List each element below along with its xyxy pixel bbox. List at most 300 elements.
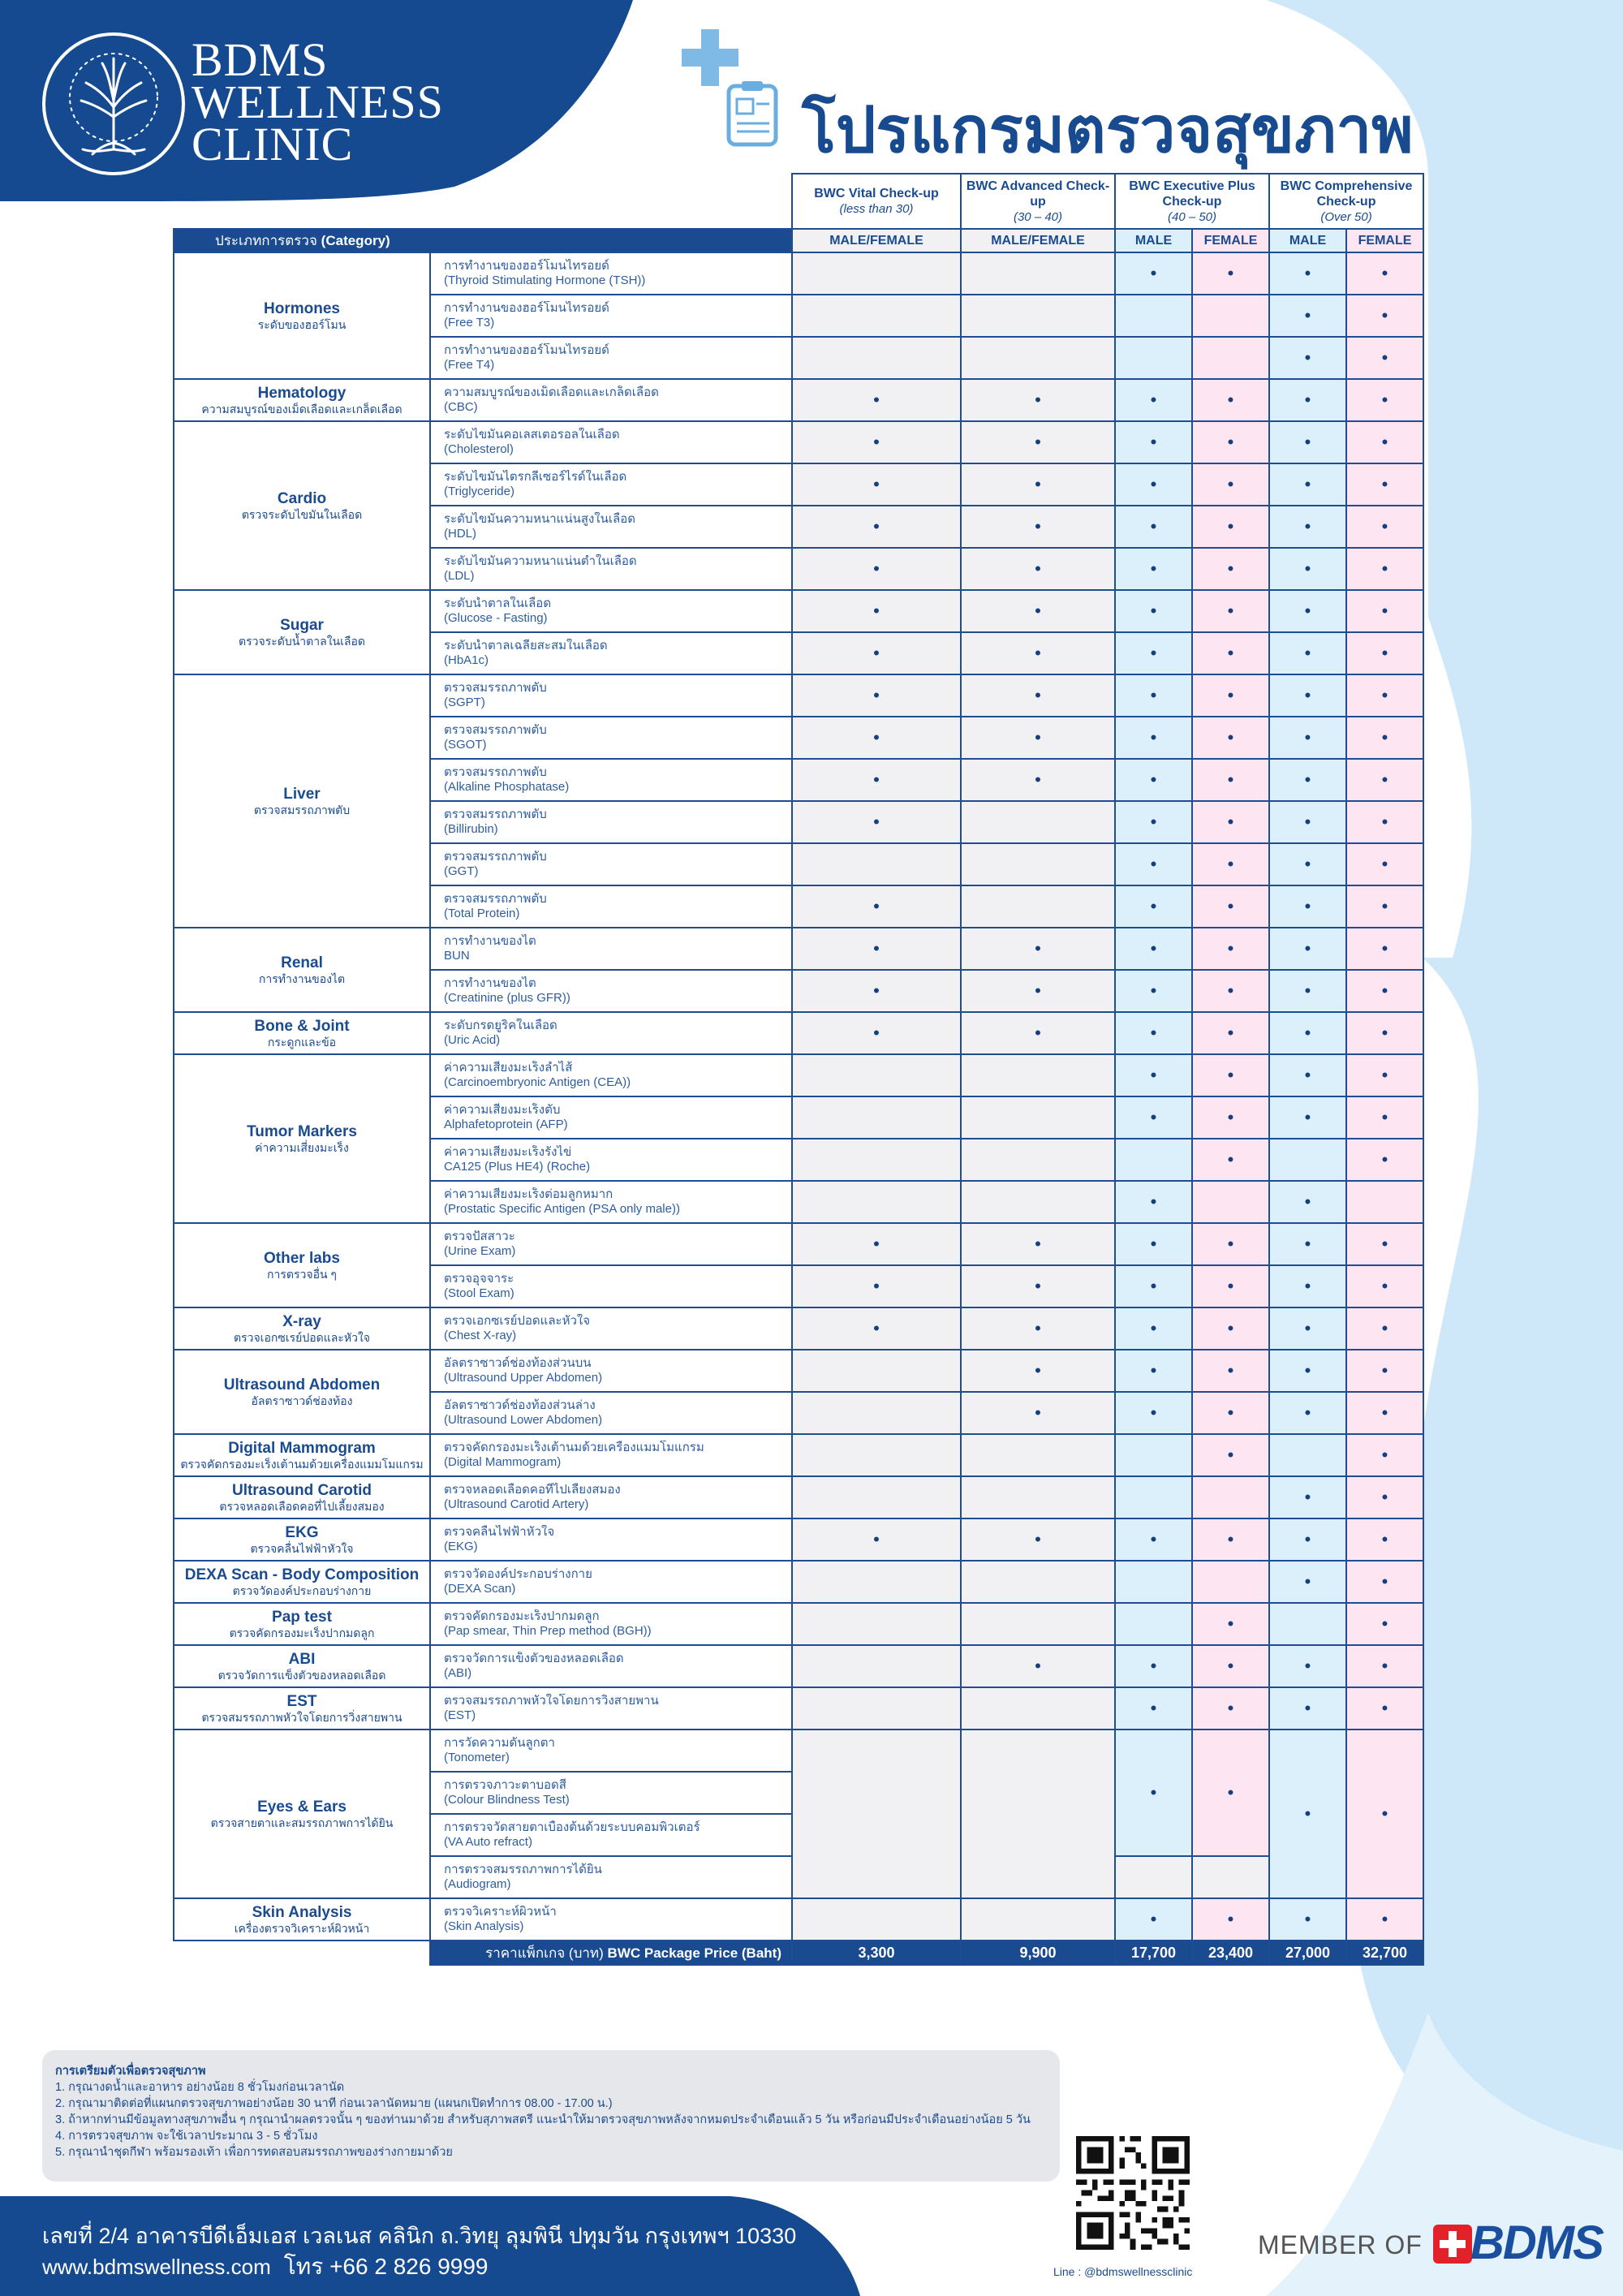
not-included-cell — [1192, 1561, 1269, 1603]
included-dot: • — [1346, 295, 1423, 337]
test-name-cell — [430, 1730, 792, 1772]
included-dot: • — [961, 1392, 1115, 1434]
test-name-english: (GGT) — [444, 864, 479, 878]
test-name-english: (EST) — [444, 1708, 476, 1722]
test-name-cell — [430, 1223, 792, 1265]
gender-header: FEMALE — [1346, 229, 1423, 252]
included-dot: • — [1192, 1730, 1269, 1856]
included-dot: • — [1269, 1561, 1346, 1603]
included-dot: • — [1346, 1012, 1423, 1054]
test-name-thai: ตรวจคัดกรองมะเร็งเต้านมด้วยเครื่องแมมโมแกรม — [444, 1441, 704, 1454]
test-row — [174, 379, 1423, 421]
note-item: 3. ถ้าหากท่านมีข้อมูลทางสุขภาพอื่น ๆ กรุณานำผลตรวจนั้น ๆ ของท่านมาด้วย สำหรับสุภาพสตรี แนะนำให้มาตรวจสุขภาพหลังจากหมดประจำเดือนแล้ว 5 วัน หรือก่อนมีประจำเดือนอย่างน้อย 5 วัน — [55, 2113, 1031, 2126]
category-name: Pap test — [272, 1608, 332, 1626]
test-name-cell — [430, 759, 792, 801]
included-dot: • — [792, 1307, 961, 1350]
category-cell — [174, 1012, 430, 1054]
included-dot: • — [1192, 379, 1269, 421]
included-dot: • — [1346, 1054, 1423, 1096]
test-row — [174, 674, 1423, 717]
gender-header: MALE — [1115, 229, 1192, 252]
included-dot: • — [1346, 1223, 1423, 1265]
test-name-thai: ระดับไขมันความหนาแน่นสูงในเลือด — [444, 512, 635, 526]
included-dot: • — [961, 674, 1115, 717]
not-included-cell — [961, 1476, 1115, 1518]
included-dot: • — [1269, 1054, 1346, 1096]
category-subtitle: ตรวจเอกซเรย์ปอดและหัวใจ — [234, 1330, 370, 1344]
not-included-cell — [961, 885, 1115, 928]
included-dot: • — [1115, 1096, 1192, 1139]
included-dot: • — [792, 1223, 961, 1265]
included-dot: • — [1346, 717, 1423, 759]
not-included-cell — [792, 1603, 961, 1645]
not-included-cell — [1192, 1181, 1269, 1223]
category-cell — [174, 379, 430, 421]
included-dot: • — [1115, 1350, 1192, 1392]
not-included-cell — [1269, 1434, 1346, 1476]
not-included-cell — [1115, 1476, 1192, 1518]
included-dot: • — [1346, 463, 1423, 506]
member-of-label: MEMBER OF — [1258, 2230, 1423, 2259]
included-dot: • — [1346, 674, 1423, 717]
category-cell — [174, 1434, 430, 1476]
test-name-thai: ระดับน้ำตาลในเลือด — [444, 597, 552, 610]
category-cell — [174, 1476, 430, 1518]
included-dot: • — [1346, 1645, 1423, 1687]
included-dot: • — [1192, 759, 1269, 801]
category-name: Renal — [281, 954, 323, 971]
test-row — [174, 928, 1423, 970]
included-dot: • — [1192, 1603, 1269, 1645]
price-value: 32,700 — [1346, 1941, 1423, 1965]
price-label: ราคาแพ็กเกจ (บาท) BWC Package Price (Baht) — [430, 1941, 792, 1965]
included-dot: • — [792, 928, 961, 970]
category-subtitle: ตรวจคัดกรองมะเร็งปากมดลูก — [229, 1626, 375, 1639]
included-dot: • — [1115, 252, 1192, 295]
category-subtitle: อัลตราซาวด์ช่องท้อง — [251, 1394, 353, 1407]
not-included-cell — [792, 1687, 961, 1730]
gender-header: MALE/FEMALE — [792, 229, 961, 252]
included-dot: • — [1346, 1561, 1423, 1603]
not-included-cell — [792, 1096, 961, 1139]
included-dot: • — [1269, 632, 1346, 674]
not-included-cell — [1115, 1139, 1192, 1181]
test-name-thai: ค่าความเสี่ยงมะเร็งตับ — [444, 1103, 561, 1117]
test-name-cell — [430, 1350, 792, 1392]
included-dot: • — [1346, 421, 1423, 463]
test-name-cell — [430, 1096, 792, 1139]
price-value: 27,000 — [1269, 1941, 1346, 1965]
not-included-cell — [1115, 1856, 1192, 1898]
included-dot: • — [1115, 1307, 1192, 1350]
bdms-wellness-logo — [42, 32, 464, 179]
not-included-cell — [792, 1561, 961, 1603]
test-name-thai: ตรวจสมรรถภาพตับ — [444, 765, 547, 779]
included-dot: • — [1115, 463, 1192, 506]
test-name-english: (Audiogram) — [444, 1877, 511, 1891]
included-dot: • — [1115, 1054, 1192, 1096]
included-dot: • — [792, 1012, 961, 1054]
test-name-cell — [430, 463, 792, 506]
test-name-cell — [430, 1265, 792, 1307]
not-included-cell — [792, 1392, 961, 1434]
included-dot: • — [1192, 463, 1269, 506]
test-name-english: (Cholesterol) — [444, 442, 514, 456]
category-subtitle: การตรวจอื่น ๆ — [267, 1267, 337, 1281]
included-dot: • — [1346, 1518, 1423, 1561]
included-dot: • — [1269, 1181, 1346, 1223]
gender-header: FEMALE — [1192, 229, 1269, 252]
included-dot: • — [792, 463, 961, 506]
included-dot: • — [961, 421, 1115, 463]
included-dot: • — [1269, 1265, 1346, 1307]
test-row — [174, 1012, 1423, 1054]
not-included-cell — [1269, 1139, 1346, 1181]
included-dot: • — [1269, 252, 1346, 295]
included-dot: • — [1115, 1392, 1192, 1434]
category-name: Eyes & Ears — [257, 1798, 347, 1816]
category-name: Ultrasound Carotid — [231, 1481, 372, 1499]
category-subtitle: ตรวจระดับไขมันในเลือด — [241, 507, 363, 521]
included-dot: • — [1192, 1645, 1269, 1687]
not-included-cell — [792, 1476, 961, 1518]
included-dot: • — [961, 1518, 1115, 1561]
category-cell — [174, 1898, 430, 1941]
category-name: Digital Mammogram — [228, 1439, 376, 1457]
price-value: 17,700 — [1115, 1941, 1192, 1965]
not-included-cell — [961, 1054, 1115, 1096]
included-dot: • — [1192, 1054, 1269, 1096]
test-name-english: (Tonometer) — [444, 1751, 510, 1764]
category-name: Ultrasound Abdomen — [223, 1376, 381, 1394]
not-included-cell — [1192, 1856, 1269, 1898]
included-dot: • — [1269, 1645, 1346, 1687]
test-name-english: (ABI) — [444, 1666, 472, 1680]
test-name-cell — [430, 1687, 792, 1730]
included-dot: • — [1192, 1518, 1269, 1561]
test-name-english: (Stool Exam) — [444, 1286, 514, 1300]
not-included-cell — [1115, 337, 1192, 379]
included-dot: • — [1346, 590, 1423, 632]
test-name-thai: ความสมบูรณ์ของเม็ดเลือดและเกล็ดเลือด — [444, 386, 659, 399]
test-row — [174, 252, 1423, 295]
included-dot: • — [961, 632, 1115, 674]
included-dot: • — [1192, 970, 1269, 1012]
test-name-thai: ระดับกรดยูริคในเลือด — [444, 1019, 558, 1032]
test-name-english: (HDL) — [444, 527, 476, 541]
category-cell — [174, 1223, 430, 1307]
test-name-thai: ตรวจวัดองค์ประกอบร่างกาย — [444, 1567, 592, 1581]
category-cell — [174, 1603, 430, 1645]
included-dot: • — [792, 632, 961, 674]
included-dot: • — [792, 717, 961, 759]
included-dot: • — [1192, 421, 1269, 463]
included-dot: • — [1115, 928, 1192, 970]
category-name: Tumor Markers — [247, 1122, 357, 1140]
not-included-cell — [961, 295, 1115, 337]
test-name-cell — [430, 1518, 792, 1561]
test-name-cell — [430, 1476, 792, 1518]
test-name-cell — [430, 1012, 792, 1054]
line-qr-code[interactable] — [1076, 2136, 1190, 2250]
not-included-cell — [792, 1898, 961, 1941]
included-dot: • — [1269, 1223, 1346, 1265]
included-dot: • — [1192, 590, 1269, 632]
test-name-cell — [430, 421, 792, 463]
included-dot: • — [961, 717, 1115, 759]
test-name-thai: การทำงานของฮอร์โมนไทรอยด์ — [444, 343, 609, 357]
tree-logo-icon — [42, 32, 185, 175]
included-dot: • — [1346, 1730, 1423, 1898]
test-name-english: (LDL) — [444, 569, 475, 583]
test-name-thai: ค่าความเสี่ยงมะเร็งรังไข่ — [444, 1145, 572, 1159]
not-included-cell — [1346, 1181, 1423, 1223]
test-name-thai: อัลตราซาวด์ช่องท้องส่วนบน — [444, 1356, 592, 1370]
included-dot: • — [1115, 843, 1192, 885]
included-dot: • — [961, 1307, 1115, 1350]
package-advanced: BWC Advanced Check-up (30 – 40) — [961, 174, 1115, 229]
included-dot: • — [1269, 674, 1346, 717]
category-cell — [174, 1687, 430, 1730]
not-included-cell — [792, 295, 961, 337]
included-dot: • — [1115, 548, 1192, 590]
included-dot: • — [1192, 1223, 1269, 1265]
included-dot: • — [1192, 632, 1269, 674]
category-cell — [174, 674, 430, 928]
price-value: 3,300 — [792, 1941, 961, 1965]
included-dot: • — [792, 801, 961, 843]
test-name-cell — [430, 1561, 792, 1603]
test-name-thai: ระดับไขมันคอเลสเตอรอลในเลือด — [444, 428, 620, 442]
included-dot: • — [961, 548, 1115, 590]
included-dot: • — [1269, 548, 1346, 590]
included-dot: • — [1115, 421, 1192, 463]
included-dot: • — [1269, 1898, 1346, 1941]
test-row — [174, 1561, 1423, 1603]
test-name-thai: ตรวจสมรรถภาพตับ — [444, 808, 547, 821]
category-name: EKG — [285, 1523, 319, 1541]
test-name-english: (Thyroid Stimulating Hormone (TSH)) — [444, 274, 646, 287]
not-included-cell — [1115, 1561, 1192, 1603]
included-dot: • — [1115, 590, 1192, 632]
included-dot: • — [1346, 379, 1423, 421]
category-name: Hormones — [264, 299, 340, 317]
included-dot: • — [1346, 548, 1423, 590]
included-dot: • — [1192, 1265, 1269, 1307]
included-dot: • — [1269, 463, 1346, 506]
note-item: 5. กรุณานำชุดกีฬา พร้อมรองเท้า เพื่อการทดสอบสมรรถภาพของร่างกายมาด้วย — [55, 2146, 453, 2159]
included-dot: • — [1346, 928, 1423, 970]
included-dot: • — [1269, 337, 1346, 379]
test-row — [174, 1476, 1423, 1518]
test-name-cell — [430, 928, 792, 970]
not-included-cell — [1192, 1476, 1269, 1518]
test-name-thai: ระดับไขมันความหนาแน่นต่ำในเลือด — [444, 554, 637, 568]
not-included-cell — [1269, 1603, 1346, 1645]
gender-header: MALE — [1269, 229, 1346, 252]
test-name-thai: ตรวจปัสสาวะ — [444, 1230, 515, 1243]
test-name-english: (Carcinoembryonic Antigen (CEA)) — [444, 1075, 631, 1089]
included-dot: • — [1346, 1350, 1423, 1392]
included-dot: • — [961, 928, 1115, 970]
included-dot: • — [1269, 885, 1346, 928]
included-dot: • — [1269, 759, 1346, 801]
not-included-cell — [1115, 295, 1192, 337]
included-dot: • — [1192, 1898, 1269, 1941]
test-row — [174, 1223, 1423, 1265]
gender-header-row — [174, 229, 1423, 252]
test-name-english: (Pap smear, Thin Prep method (BGH)) — [444, 1624, 652, 1638]
test-name-cell — [430, 590, 792, 632]
included-dot: • — [792, 970, 961, 1012]
included-dot: • — [1192, 252, 1269, 295]
not-included-cell — [792, 1139, 961, 1181]
included-dot: • — [961, 379, 1115, 421]
category-subtitle: ตรวจวัดองค์ประกอบร่างกาย — [232, 1583, 372, 1597]
included-dot: • — [792, 421, 961, 463]
test-row — [174, 1350, 1423, 1392]
included-dot: • — [1346, 1603, 1423, 1645]
not-included-cell — [961, 1139, 1115, 1181]
package-header-row — [174, 174, 1423, 229]
test-row — [174, 1518, 1423, 1561]
included-dot: • — [1346, 1096, 1423, 1139]
test-name-cell — [430, 1181, 792, 1223]
included-dot: • — [1269, 506, 1346, 548]
not-included-cell — [792, 1645, 961, 1687]
included-dot: • — [1115, 1265, 1192, 1307]
category-subtitle: การทำงานของไต — [258, 971, 346, 985]
included-dot: • — [1115, 379, 1192, 421]
included-dot: • — [961, 463, 1115, 506]
test-name-english: (Urine Exam) — [444, 1244, 516, 1258]
included-dot: • — [1192, 717, 1269, 759]
note-item: 4. การตรวจสุขภาพ จะใช้เวลาประมาณ 3 - 5 ชั่วโมง — [55, 2130, 318, 2143]
category-subtitle: ตรวจสมรรถภาพตับ — [253, 803, 351, 816]
included-dot: • — [1192, 928, 1269, 970]
category-cell — [174, 590, 430, 674]
test-name-thai: การตรวจภาวะตาบอดสี — [444, 1778, 566, 1792]
category-name: Bone & Joint — [254, 1017, 350, 1035]
category-cell — [174, 1561, 430, 1603]
test-name-thai: ระดับน้ำตาลเฉลี่ยสะสมในเลือด — [444, 639, 608, 653]
included-dot: • — [1346, 1139, 1423, 1181]
category-name: Skin Analysis — [252, 1903, 352, 1921]
included-dot: • — [1115, 970, 1192, 1012]
not-included-cell — [792, 1350, 961, 1392]
category-name: DEXA Scan - Body Composition — [184, 1566, 420, 1583]
included-dot: • — [1115, 1687, 1192, 1730]
test-name-cell — [430, 1307, 792, 1350]
bdms-logo-text: BDMS — [1470, 2216, 1603, 2269]
test-name-thai: ตรวจสมรรถภาพหัวใจโดยการวิ่งสายพาน — [444, 1694, 659, 1708]
included-dot: • — [1115, 1012, 1192, 1054]
included-dot: • — [1346, 759, 1423, 801]
included-dot: • — [1192, 801, 1269, 843]
category-subtitle: ค่าความเสี่ยงมะเร็ง — [255, 1140, 349, 1154]
included-dot: • — [1346, 632, 1423, 674]
test-name-english: (Chest X-ray) — [444, 1329, 517, 1342]
test-name-english: (Triglyceride) — [444, 485, 514, 498]
included-dot: • — [792, 674, 961, 717]
test-name-english: CA125 (Plus HE4) (Roche) — [444, 1160, 591, 1174]
included-dot: • — [1346, 1434, 1423, 1476]
not-included-cell — [961, 843, 1115, 885]
included-dot: • — [792, 590, 961, 632]
included-dot: • — [1269, 1730, 1346, 1898]
test-name-thai: ตรวจสมรรถภาพตับ — [444, 681, 547, 695]
checkup-table-body — [174, 252, 1423, 1941]
included-dot: • — [1269, 1350, 1346, 1392]
included-dot: • — [961, 506, 1115, 548]
website-link[interactable]: www.bdmswellness.com — [42, 2255, 271, 2279]
test-name-cell — [430, 1392, 792, 1434]
included-dot: • — [1269, 1012, 1346, 1054]
category-subtitle: ความสมบูรณ์ของเม็ดเลือดและเกล็ดเลือด — [201, 402, 403, 416]
test-name-cell — [430, 1139, 792, 1181]
category-name: Other labs — [264, 1249, 340, 1267]
not-included-cell — [792, 252, 961, 295]
included-dot: • — [1346, 1265, 1423, 1307]
included-dot: • — [1115, 1645, 1192, 1687]
included-dot: • — [1115, 1518, 1192, 1561]
included-dot: • — [961, 1350, 1115, 1392]
address: เลขที่ 2/4 อาคารบีดีเอ็มเอส เวลเนส คลินิก ถ.วิทยุ ลุมพินี ปทุมวัน กรุงเทพฯ 10330 — [42, 2224, 797, 2248]
category-subtitle: ตรวจคัดกรองมะเร็งเต้านมด้วยเครื่องแมมโมแกรม — [180, 1457, 424, 1471]
included-dot: • — [1269, 295, 1346, 337]
not-included-cell — [1192, 295, 1269, 337]
brand-name: BDMS WELLNESS CLINIC — [192, 33, 444, 170]
included-dot: • — [1346, 1476, 1423, 1518]
test-row — [174, 421, 1423, 463]
not-included-cell — [961, 252, 1115, 295]
test-name-thai: ตรวจคัดกรองมะเร็งปากมดลูก — [444, 1609, 600, 1623]
category-subtitle: เครื่องตรวจวิเคราะห์ผิวหน้า — [234, 1921, 370, 1935]
included-dot: • — [1269, 1687, 1346, 1730]
package-executive: BWC Executive Plus Check-up (40 – 50) — [1115, 174, 1269, 229]
included-dot: • — [1269, 970, 1346, 1012]
test-row — [174, 1603, 1423, 1645]
line-id: Line : @bdmswellnessclinic — [1053, 2265, 1193, 2278]
test-row — [174, 590, 1423, 632]
test-name-english: (Colour Blindness Test) — [444, 1793, 570, 1807]
package-vital: BWC Vital Check-up (less than 30) — [792, 174, 961, 229]
included-dot: • — [1346, 337, 1423, 379]
category-name: Hematology — [257, 384, 347, 402]
included-dot: • — [1269, 1518, 1346, 1561]
test-name-cell — [430, 548, 792, 590]
included-dot: • — [1269, 928, 1346, 970]
contact-line — [42, 2249, 488, 2285]
phone-number[interactable]: โทร +66 2 826 9999 — [283, 2254, 489, 2279]
included-dot: • — [1269, 1476, 1346, 1518]
test-row — [174, 1730, 1423, 1772]
test-name-cell — [430, 1054, 792, 1096]
included-dot: • — [1115, 506, 1192, 548]
not-included-cell — [1115, 1434, 1192, 1476]
package-comprehensive: BWC Comprehensive Check-up (Over 50) — [1269, 174, 1423, 229]
category-name: EST — [286, 1692, 317, 1710]
test-name-cell — [430, 379, 792, 421]
test-name-cell — [430, 1434, 792, 1476]
test-name-thai: การวัดความดันลูกตา — [444, 1736, 555, 1750]
included-dot: • — [1269, 843, 1346, 885]
test-name-english: (Alkaline Phosphatase) — [444, 780, 570, 794]
included-dot: • — [961, 590, 1115, 632]
included-dot: • — [1346, 1392, 1423, 1434]
test-row — [174, 1434, 1423, 1476]
note-item: 2. กรุณามาติดต่อที่แผนกตรวจสุขภาพอย่างน้อย 30 นาที ก่อนเวลานัดหมาย (แผนกเปิดทำการ 08.00 - 17.00 น.) — [55, 2097, 613, 2110]
